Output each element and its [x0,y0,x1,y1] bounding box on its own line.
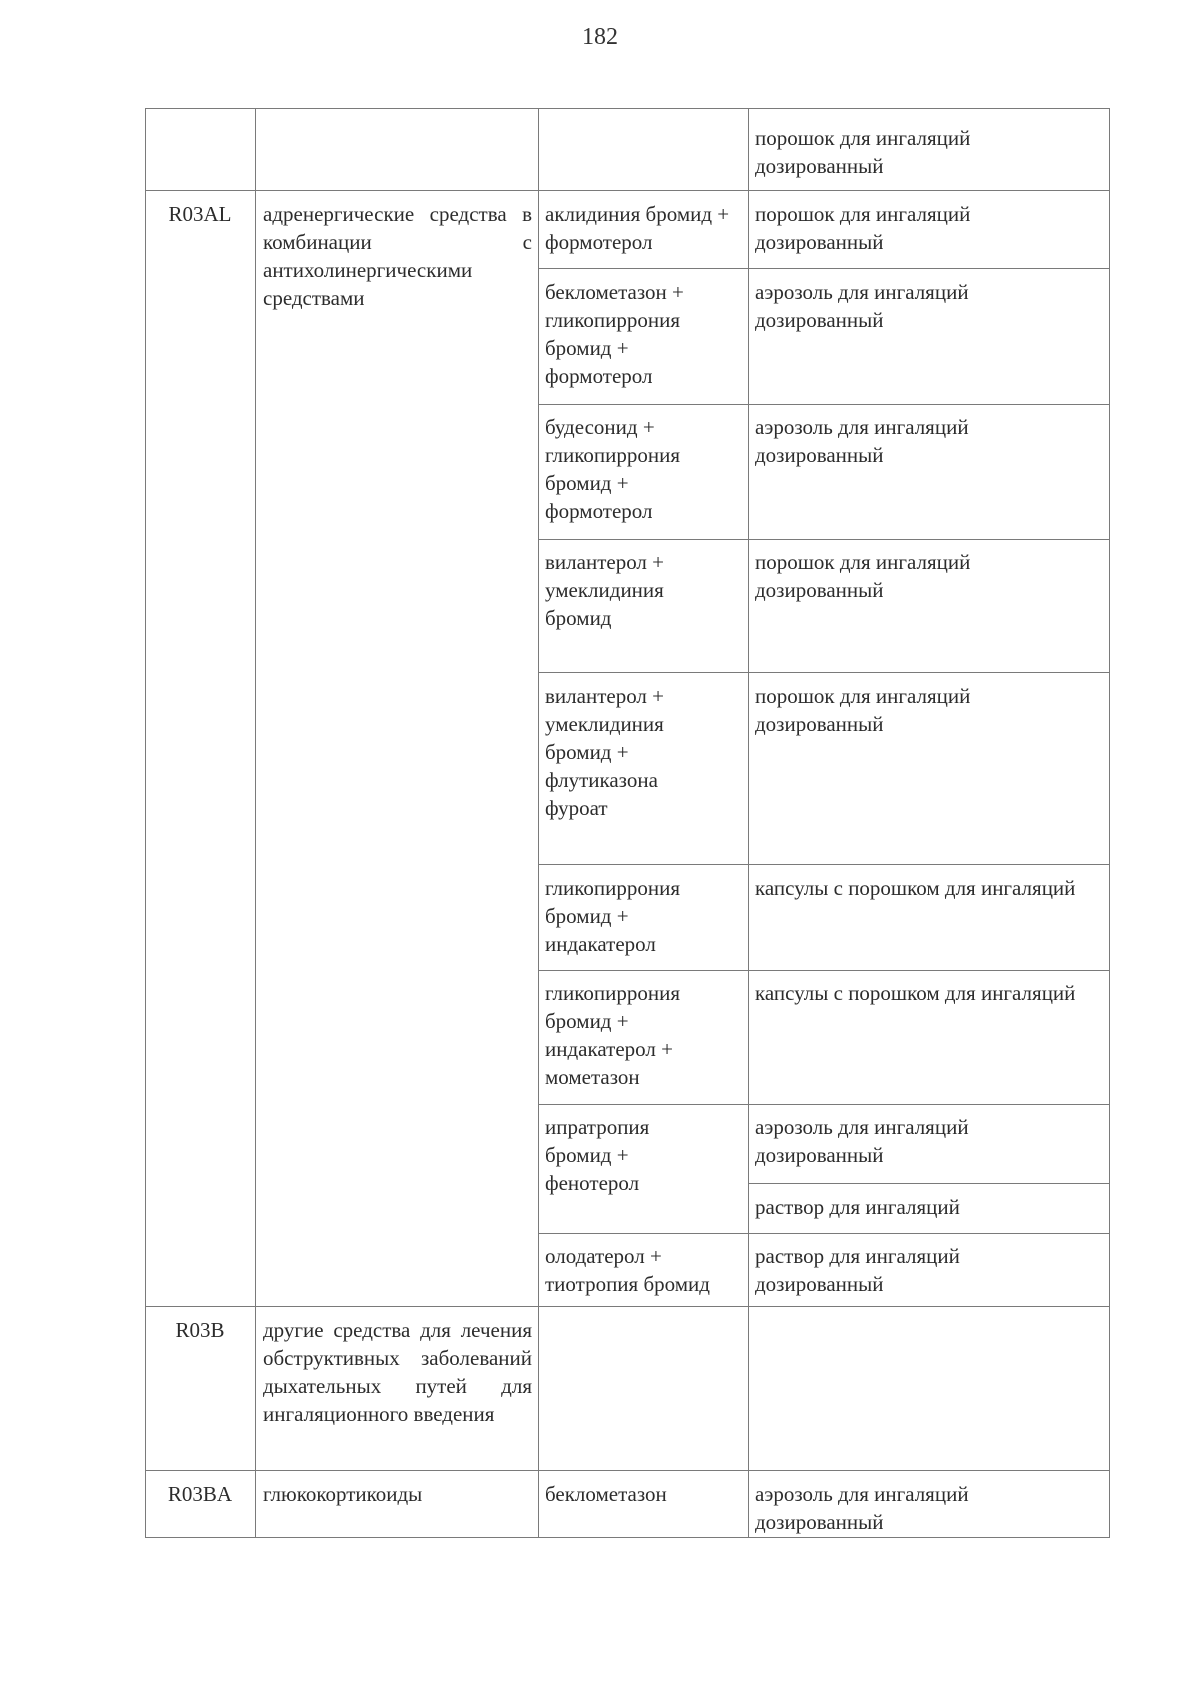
drug-name-cell: аклидиния бромид + формотерол [545,202,730,254]
row-divider [538,672,1110,673]
atc-code-cell: R03BA [167,1482,233,1506]
dosage-form-cell: аэрозоль для ингаляций дозированный [755,415,969,467]
row-divider [145,190,1110,191]
dosage-form-cell: капсулы с порошком для ингаляций [755,981,1076,1005]
atc-group-cell: адренергические средства в комбинации с антихолинергическими средствами [263,202,532,310]
dosage-form-cell: раствор для ингаляций дозированный [755,1244,960,1296]
drug-name-cell: гликопиррония бромид + индакатерол [545,876,681,956]
dosage-form-cell: раствор для ингаляций [755,1195,960,1219]
row-divider [145,108,1110,109]
drug-name-cell: гликопиррония бромид + индакатерол + мометазон [545,981,681,1089]
atc-group-cell: другие средства для лечения обструктивных заболеваний дыхательных путей для ингаляционного введения [263,1318,532,1426]
atc-code-cell: R03AL [168,202,232,226]
row-divider [145,1537,1110,1538]
drug-name-cell: вилантерол + умеклидиния бромид [545,550,664,630]
drug-name-cell: вилантерол + умеклидиния бромид + флутиказона фуроат [545,684,664,820]
page-number: 182 [582,24,618,50]
row-divider [748,1183,1110,1184]
dosage-form-cell: порошок для ингаляций дозированный [755,550,971,602]
drug-name-cell: ипратропия бромид + фенотерол [545,1115,650,1195]
row-divider [538,268,1110,269]
dosage-form-cell: капсулы с порошком для ингаляций [755,876,1076,900]
dosage-form-cell: порошок для ингаляций дозированный [755,684,971,736]
row-divider [538,404,1110,405]
column-divider [748,108,749,1538]
row-divider [538,970,1110,971]
row-divider [145,1470,1110,1471]
table-border-right [1109,108,1110,1538]
column-divider [538,108,539,1538]
dosage-form-cell: аэрозоль для ингаляций дозированный [755,1482,969,1534]
dosage-form-cell: порошок для ингаляций дозированный [755,202,971,254]
dosage-form-cell: аэрозоль для ингаляций дозированный [755,1115,969,1167]
row-divider [538,864,1110,865]
atc-code-cell: R03B [175,1318,225,1342]
drug-name-cell: беклометазон + гликопиррония бромид + формотерол [545,280,684,388]
row-divider [538,539,1110,540]
drug-name-cell: беклометазон [545,1482,667,1506]
drug-name-cell: олодатерол + тиотропия бромид [545,1244,710,1296]
drug-name-cell: будесонид + гликопиррония бромид + формотерол [545,415,681,523]
atc-group-cell: глюкокортикоиды [263,1482,423,1506]
dosage-form-cell: аэрозоль для ингаляций дозированный [755,280,969,332]
medication-table [145,108,1110,1538]
row-divider [538,1104,1110,1105]
dosage-form-cell: порошок для ингаляций дозированный [755,126,971,178]
row-divider [538,1233,1110,1234]
row-divider [145,1306,1110,1307]
column-divider [255,108,256,1538]
